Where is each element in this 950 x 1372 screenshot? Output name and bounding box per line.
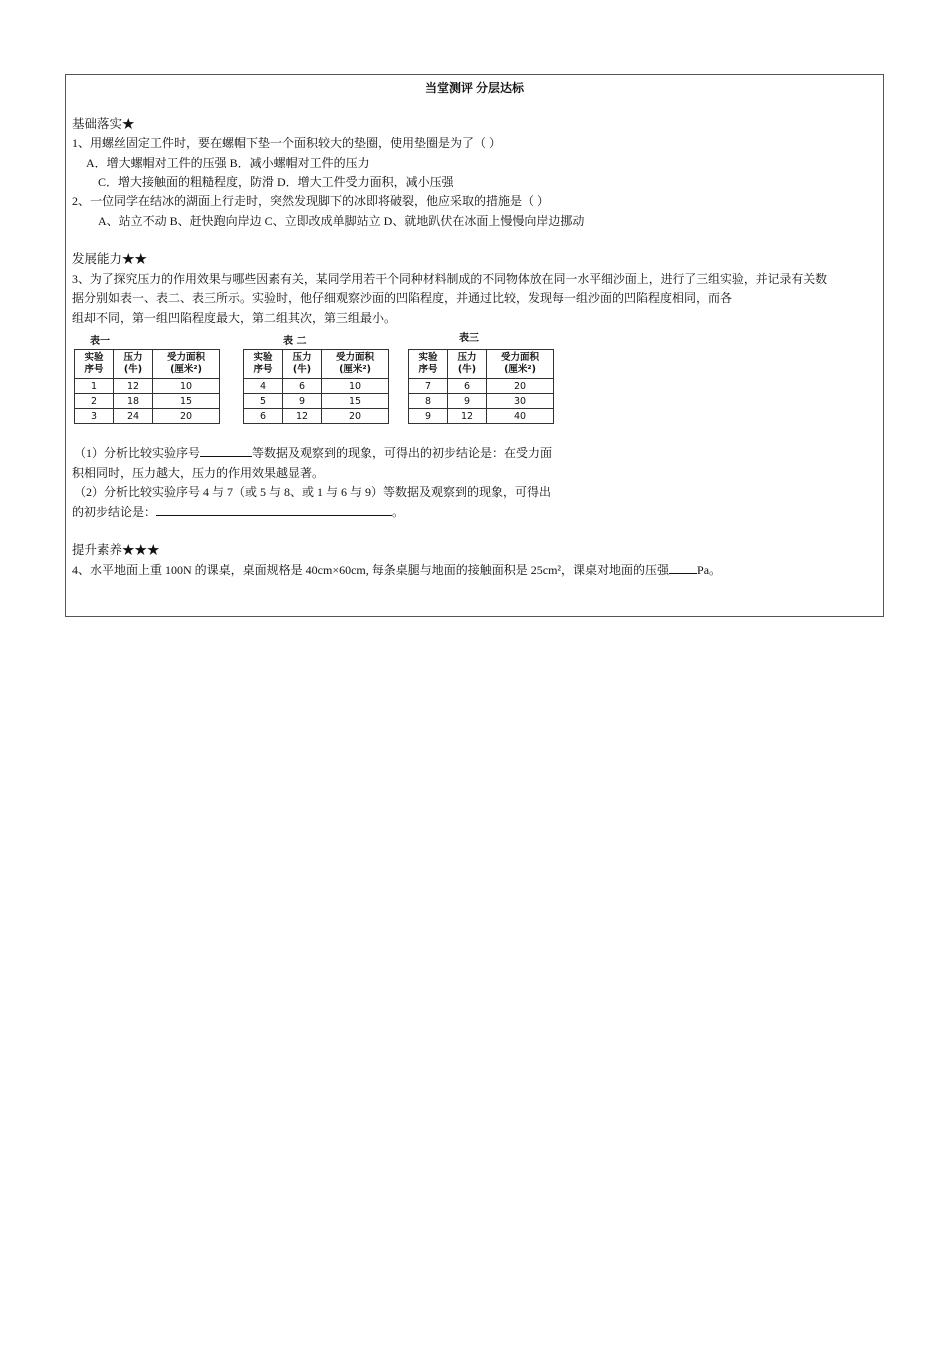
table-row: [409, 394, 554, 409]
q3-line-1: 3、为了探究压力的作用效果与哪些因素有关，某同学用若干个同种材料制成的不同物体放在同一水平细沙面上，进行了三组实验，并记录有关数: [72, 272, 828, 286]
q1-options-cd: C．增大接触面的粗糙程度，防滑 D．增大工件受力面积，减小压强: [98, 175, 454, 189]
table-row: [75, 409, 220, 424]
section-improve-heading: 提升素养★★★: [72, 543, 160, 557]
table-cell: 30: [487, 394, 554, 409]
section-basic-heading: 基础落实★: [72, 117, 135, 131]
table-cell: 18: [114, 394, 153, 409]
table-row: [244, 409, 389, 424]
table-1-caption: 表一: [90, 336, 110, 347]
table-cell: 6: [283, 379, 322, 394]
table-cell: 6: [448, 379, 487, 394]
q4-blank[interactable]: [669, 573, 697, 574]
q4-line: [72, 562, 721, 578]
table-row: [75, 394, 220, 409]
table-cell: 15: [322, 394, 389, 409]
q1-stem: 1、用螺丝固定工件时，要在螺帽下垫一个面积较大的垫圈，使用垫圈是为了（ ）: [72, 136, 502, 150]
q3-line-2: 据分别如表一、表二、表三所示。实验时，他仔细观察沙面的凹陷程度，并通过比较，发现每一组沙面的凹陷程度相同，而各: [72, 291, 733, 305]
table-3-caption: 表三: [459, 333, 479, 344]
table-cell: 9: [283, 394, 322, 409]
q2-options: A、站立不动 B、赶快跑向岸边 C、立即改成单脚站立 D、就地趴伏在冰面上慢慢向岸边挪动: [98, 214, 585, 228]
table-header: 压力 (牛): [448, 350, 487, 379]
table-cell: 2: [75, 394, 114, 409]
q3-sub1-prefix: （1）分析比较实验序号: [74, 446, 201, 460]
table-2-caption: 表 二: [283, 336, 307, 347]
q3-sub1-line: [74, 445, 552, 461]
table-cell: 20: [322, 409, 389, 424]
table-header: 实验 序号: [244, 350, 283, 379]
table-cell: 12: [114, 379, 153, 394]
table-cell: 5: [244, 394, 283, 409]
q3-sub1-conclusion: 积相同时，压力越大，压力的作用效果越显著。: [72, 466, 325, 480]
q3-sub2-prefix: 的初步结论是：: [72, 505, 157, 519]
table-header: 受力面积 (厘米²): [487, 350, 554, 379]
data-table-3: [408, 349, 554, 424]
table-header: 受力面积 (厘米²): [322, 350, 389, 379]
data-table-2: [243, 349, 389, 424]
q3-sub1-blank[interactable]: [200, 456, 252, 457]
table-row: [75, 379, 220, 394]
table-cell: 7: [409, 379, 448, 394]
table-cell: 8: [409, 394, 448, 409]
table-cell: 15: [153, 394, 220, 409]
table-cell: 40: [487, 409, 554, 424]
table-row: [244, 379, 389, 394]
table-cell: 20: [487, 379, 554, 394]
table-header: 压力 (牛): [114, 350, 153, 379]
data-table-1: [74, 349, 220, 424]
q3-sub2-line: （2）分析比较实验序号 4 与 7（或 5 与 8、或 1 与 6 与 9）等数据及观察到的现象，可得出: [74, 485, 552, 499]
table-header: 实验 序号: [75, 350, 114, 379]
table-cell: 4: [244, 379, 283, 394]
assessment-frame: [65, 74, 884, 617]
table-cell: 24: [114, 409, 153, 424]
table-row: [409, 379, 554, 394]
table-row: [244, 394, 389, 409]
table-cell: 9: [448, 394, 487, 409]
table-cell: 12: [448, 409, 487, 424]
q4-text: 4、水平地面上重 100N 的课桌，桌面规格是 40cm×60cm, 每条桌腿与地面的接触面积是 25cm²，课桌对地面的压强: [72, 563, 670, 577]
table-cell: 10: [322, 379, 389, 394]
table-row: [409, 409, 554, 424]
table-cell: 3: [75, 409, 114, 424]
section-develop-heading: 发展能力★★: [72, 252, 148, 266]
page-title: 当堂测评 分层达标: [424, 81, 524, 95]
table-cell: 9: [409, 409, 448, 424]
q3-sub2-blank[interactable]: [156, 515, 392, 516]
q1-options-ab: A．增大螺帽对工件的压强 B．减小螺帽对工件的压力: [86, 156, 370, 170]
q3-sub2-suffix: 。: [392, 505, 405, 519]
table-cell: 1: [75, 379, 114, 394]
table-header: 压力 (牛): [283, 350, 322, 379]
table-header: 受力面积 (厘米²): [153, 350, 220, 379]
table-cell: 10: [153, 379, 220, 394]
q3-sub1-suffix: 等数据及观察到的现象，可得出的初步结论是：在受力面: [252, 446, 553, 460]
q3-sub2-answer-line: [72, 504, 404, 520]
q3-line-3: 组却不同，第一组凹陷程度最大，第二组其次，第三组最小。: [72, 311, 397, 325]
table-cell: 6: [244, 409, 283, 424]
q4-unit: Pa。: [697, 563, 722, 577]
table-cell: 20: [153, 409, 220, 424]
table-header: 实验 序号: [409, 350, 448, 379]
q2-stem: 2、一位同学在结冰的湖面上行走时，突然发现脚下的冰即将破裂，他应采取的措施是（ ）: [72, 194, 550, 208]
table-cell: 12: [283, 409, 322, 424]
